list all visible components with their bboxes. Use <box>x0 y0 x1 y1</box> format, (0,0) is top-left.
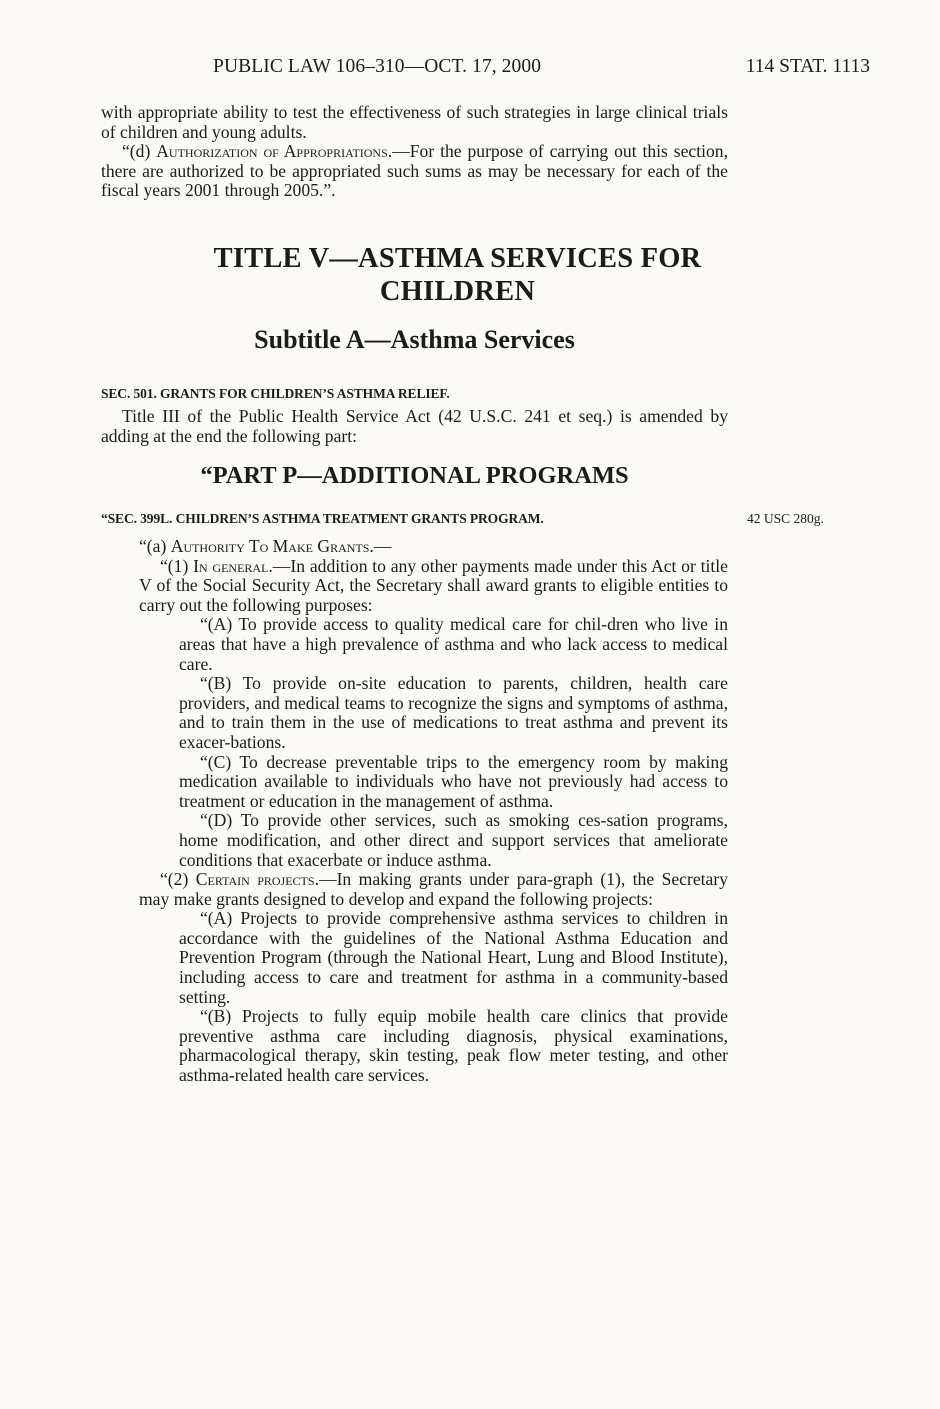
header-page-number: 114 STAT. 1113 <box>745 56 870 77</box>
subparagraph-1A: “(A) To provide access to quality medical care for chil-dren who live in areas that have a high prevalence of asthma and who lack access to medical care. <box>179 614 728 674</box>
section-399l-heading: “SEC. 399L. CHILDREN’S ASTHMA TREATMENT GRANTS PROGRAM. <box>101 511 544 526</box>
paragraph-1: “(1) In general.—In addition to any other payments made under this Act or title V of the Social Security Act, the Secretary shall award grants to eligible entities to carry out the following purposes: <box>139 555 728 615</box>
part-heading: “PART P—ADDITIONAL PROGRAMS <box>200 462 629 489</box>
paragraph-2-heading: Certain projects <box>195 869 315 890</box>
subsection-d: “(d) Authorization of Appropriations.—For the purpose of carrying out this section, there are authorized to be appropriated such sums as may be necessary for each of the fiscal years 2001 through 2005.”. <box>101 141 728 201</box>
subparagraph-1C: “(C) To decrease preventable trips to the emergency room by making medication available to individuals who have not previously had access to treatment or education in the management of asthma. <box>179 751 728 811</box>
margin-note: 42 USC 280g. <box>747 511 824 526</box>
paragraph-2: “(2) Certain projects.—In making grants under para-graph (1), the Secretary may make grants designed to develop and expand the following projects: <box>139 869 728 909</box>
section-501-heading: SEC. 501. GRANTS FOR CHILDREN’S ASTHMA RELIEF. <box>101 386 450 401</box>
continuation-text <box>101 103 728 201</box>
subparagraph-1B: “(B) To provide on-site education to parents, children, health care providers, and medical teams to recognize the signs and symptoms of asthma, and to train them in the use of medications to treat asthma and prevent its exacer-bations. <box>179 673 728 752</box>
continuation-paragraph: with appropriate ability to test the effectiveness of such strategies in large clinical trials of children and young adults. <box>101 102 728 142</box>
title-heading: TITLE V—ASTHMA SERVICES FOR CHILDREN <box>213 243 702 307</box>
header-citation: PUBLIC LAW 106–310—OCT. 17, 2000 <box>213 56 542 77</box>
running-header <box>0 56 940 82</box>
section-399l-body <box>101 537 728 1086</box>
subsection-a: “(a) Authority To Make Grants.— <box>139 536 392 556</box>
subtitle-heading: Subtitle A—Asthma Services <box>254 325 575 354</box>
subsection-d-heading: Authorization of Appropriations <box>156 141 388 162</box>
subparagraph-1D: “(D) To provide other services, such as smoking ces-sation programs, home modification, and other direct and support services that ameliorate conditions that exacerbate or induce asthma. <box>179 810 728 870</box>
section-501-text: Title III of the Public Health Service Act (42 U.S.C. 241 et seq.) is amended by adding at the end the following part: <box>101 406 728 446</box>
subparagraph-2A: “(A) Projects to provide comprehensive asthma services to children in accordance with the guidelines of the National Asthma Education and Prevention Program (through the National Heart, Lung and Blood Institute), including access to care and treatment for asthma in a community-based setting. <box>179 908 728 1007</box>
paragraph-1-heading: In general <box>193 555 269 576</box>
subsection-a-heading: Authority To Make Grants <box>170 536 370 556</box>
subparagraph-2B: “(B) Projects to fully equip mobile health care clinics that provide preventive asthma care including diagnosis, physical examinations, pharmacological therapy, skin testing, peak flow meter testing, and other asthma-related health care services. <box>179 1006 728 1086</box>
